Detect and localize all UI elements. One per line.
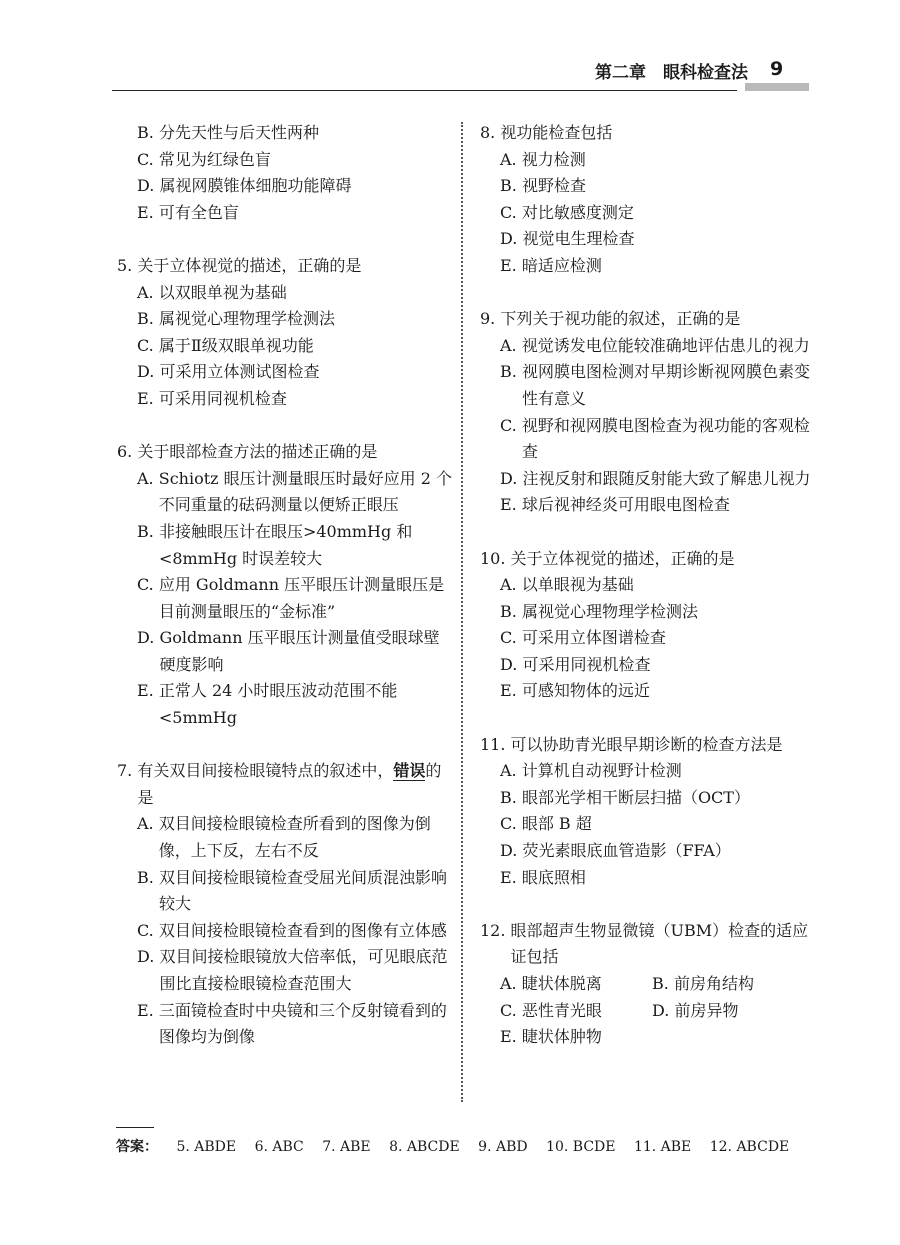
- question-stem: [480, 120, 815, 147]
- option-label: B.: [500, 362, 522, 382]
- question-stem: [480, 918, 815, 971]
- option: [480, 253, 815, 280]
- question-text: 关于立体视觉的描述，正确的是: [137, 255, 362, 275]
- stem-before: 有关双目间接检眼镜特点的叙述中，: [137, 761, 394, 781]
- option: [117, 306, 452, 333]
- option-text: 睫状体肿物: [521, 1027, 602, 1047]
- question-number: 8.: [480, 123, 501, 142]
- option-label: E.: [137, 681, 159, 701]
- option-label: C.: [500, 202, 522, 222]
- question-7: [117, 758, 452, 1051]
- option-label: C.: [500, 628, 522, 648]
- option-label: C.: [137, 335, 159, 355]
- option-label: C.: [500, 814, 522, 834]
- option-text: 应用 Goldmann 压平眼压计测量眼压是目前测量眼压的“金标准”: [158, 575, 445, 621]
- question-number: 12.: [480, 920, 511, 940]
- option-text: 可有全色盲: [158, 202, 239, 222]
- option-text: 对比敏感度测定: [521, 202, 634, 222]
- page-number: 9: [770, 58, 784, 80]
- option-label: E.: [137, 388, 159, 408]
- question-number: 9.: [480, 309, 501, 329]
- option: [480, 226, 815, 253]
- question-text: 关于立体视觉的描述，正确的是: [510, 548, 735, 568]
- question-number: 10.: [480, 548, 511, 568]
- option: [480, 413, 815, 466]
- option-text: 球后视神经炎可用眼电图检查: [521, 495, 730, 515]
- option-label: A.: [500, 149, 522, 169]
- option-text: 计算机自动视野计检测: [521, 761, 682, 781]
- option: [117, 998, 452, 1051]
- option-label: B.: [137, 521, 159, 541]
- option-label: D.: [500, 654, 523, 674]
- question-10: [480, 546, 815, 706]
- option: [117, 519, 452, 572]
- option-label: D.: [652, 1000, 675, 1020]
- question-text: 视功能检查包括: [500, 123, 613, 142]
- option-label: D.: [137, 362, 160, 382]
- option: [117, 359, 452, 386]
- answer-item: 6. ABC: [254, 1139, 304, 1155]
- option-row: [480, 971, 815, 998]
- option-text: Goldmann 压平眼压计测量值受眼球壁硬度影响: [159, 628, 440, 674]
- option-label: C.: [500, 415, 522, 435]
- option: [480, 811, 815, 838]
- option: [480, 147, 815, 174]
- option-label: D.: [500, 841, 523, 861]
- stem-emphasis: 错误: [393, 761, 426, 781]
- option-text: 双目间接检眼镜检查所看到的图像为倒像，上下反，左右不反: [158, 814, 431, 861]
- question-number: 11.: [480, 734, 511, 754]
- stem-after: 的是: [137, 761, 442, 807]
- option-label: E.: [137, 1000, 159, 1020]
- option-label: E.: [500, 681, 522, 701]
- option: [117, 865, 452, 918]
- option-row: [480, 998, 815, 1025]
- question-text: 下列关于视功能的叙述，正确的是: [500, 309, 741, 329]
- option-label: B.: [500, 601, 522, 621]
- answer-item: 11. ABE: [633, 1139, 692, 1155]
- option-text: 视力检测: [521, 149, 586, 169]
- option: [480, 200, 815, 227]
- answer-item: 7. ABE: [322, 1139, 371, 1155]
- option-text: 可采用同视机检查: [522, 654, 651, 674]
- option-text: 视觉电生理检查: [522, 229, 635, 249]
- option: [480, 599, 815, 626]
- option-label: B.: [137, 867, 159, 887]
- option-text: 属于Ⅱ级双眼单视功能: [158, 335, 314, 355]
- option: [480, 572, 815, 599]
- option: [480, 625, 815, 652]
- option: [117, 147, 452, 174]
- option: [117, 572, 452, 625]
- option-label: E.: [500, 255, 522, 275]
- option: [117, 918, 452, 945]
- question-6: [117, 439, 452, 732]
- question-text: 可以协助青光眼早期诊断的检查方法是: [510, 734, 783, 754]
- question-stem: [480, 732, 815, 759]
- option-label: D.: [500, 468, 523, 488]
- question-text: 关于眼部检查方法的描述正确的是: [137, 442, 378, 462]
- answer-key-label: 答案：: [116, 1139, 158, 1155]
- option-label: E.: [500, 867, 522, 887]
- option: [480, 333, 815, 360]
- question-stem: [117, 439, 452, 466]
- option: [117, 944, 452, 997]
- option-text: 双目间接检眼镜检查看到的图像有立体感: [158, 920, 447, 940]
- option: [480, 173, 815, 200]
- option-text: 非接触眼压计在眼压>40mmHg 和 <8mmHg 时误差较大: [158, 521, 413, 568]
- option-label: D.: [137, 176, 160, 196]
- question-9: [480, 306, 815, 519]
- answer-item: 12. ABCDE: [709, 1139, 790, 1155]
- option: [117, 120, 452, 147]
- option-label: C.: [137, 920, 159, 940]
- option-text: 视觉诱发电位能较准确地评估患儿的视力: [521, 335, 810, 355]
- option-text: 暗适应检测: [521, 255, 602, 275]
- question-5: [117, 253, 452, 413]
- question-text: [137, 758, 452, 811]
- option: [480, 865, 815, 892]
- option-label: A.: [137, 814, 159, 834]
- answer-item: 8. ABCDE: [389, 1139, 460, 1155]
- option: [652, 998, 804, 1025]
- option-text: 正常人 24 小时眼压波动范围不能 <5mmHg: [158, 681, 398, 728]
- option-text: 视野检查: [521, 176, 586, 196]
- question-number: 5.: [117, 255, 138, 275]
- option-text: 可感知物体的远近: [521, 681, 650, 701]
- answer-item: 5. ABDE: [176, 1139, 237, 1155]
- option: [480, 678, 815, 705]
- option-row: [480, 1024, 815, 1051]
- option-text: 以单眼视为基础: [521, 575, 634, 595]
- option-label: A.: [137, 468, 159, 488]
- option-label: C.: [500, 1000, 522, 1020]
- question-11: [480, 732, 815, 892]
- option-text: 注视反射和跟随反射能大致了解患儿视力: [522, 468, 811, 488]
- option: [480, 838, 815, 865]
- option-text: 眼部 B 超: [521, 814, 592, 834]
- option-label: A.: [500, 974, 522, 993]
- question-number: 7.: [117, 761, 138, 781]
- continued-question: [117, 120, 452, 226]
- option: [117, 173, 452, 200]
- chapter-title: 第二章 眼科检查法: [595, 63, 748, 83]
- answer-item: 10. BCDE: [546, 1139, 616, 1155]
- option-text: 属视觉心理物理学检测法: [158, 309, 335, 329]
- question-8: [480, 120, 815, 280]
- option: [480, 652, 815, 679]
- option: [117, 333, 452, 360]
- option-label: D.: [137, 947, 160, 967]
- option-text: 睫状体脱离: [521, 974, 602, 993]
- option-label: C.: [137, 575, 159, 595]
- question-stem: [480, 306, 815, 333]
- question-stem: [117, 758, 452, 811]
- option: [117, 200, 452, 227]
- question-12: [480, 918, 815, 1051]
- question-text: 眼部超声生物显微镜（UBM）检查的适应证包括: [510, 920, 809, 967]
- option-label: E.: [137, 202, 159, 222]
- option-label: C.: [137, 149, 159, 169]
- answer-item: 9. ABD: [478, 1139, 528, 1155]
- header-rule: [112, 90, 737, 91]
- option-label: A.: [500, 335, 522, 355]
- option: [500, 971, 652, 998]
- option-text: 眼底照相: [521, 867, 586, 887]
- option: [500, 1024, 652, 1051]
- option-label: D.: [137, 628, 160, 648]
- option-text: 视野和视网膜电图检查为视功能的客观检查: [521, 415, 810, 462]
- option-label: B.: [137, 309, 159, 329]
- option-label: B.: [137, 123, 159, 142]
- option-text: 常见为红绿色盲: [158, 149, 271, 169]
- option-text: 双目间接检眼镜放大倍率低，可见眼底范围比直接检眼镜检查范围大: [159, 947, 448, 993]
- option-text: 前房角结构: [673, 974, 754, 993]
- question-stem: [480, 546, 815, 573]
- option-text: 以双眼单视为基础: [158, 282, 287, 302]
- left-column: [117, 120, 452, 1077]
- option: [480, 359, 815, 412]
- option-text: 视网膜电图检测对早期诊断视网膜色素变性有意义: [521, 362, 810, 408]
- option-text: 前房异物: [674, 1000, 739, 1020]
- option: [480, 466, 815, 493]
- option: [480, 492, 815, 519]
- option-label: A.: [500, 761, 522, 781]
- option: [117, 678, 452, 731]
- answers-rule: [116, 1127, 154, 1128]
- option: [652, 971, 804, 998]
- option-label: E.: [500, 1027, 522, 1047]
- header-gray-bar: [745, 83, 809, 91]
- column-divider: [461, 122, 463, 1102]
- right-column: [480, 120, 815, 1077]
- option-text: 属视觉心理物理学检测法: [521, 601, 698, 621]
- option-label: D.: [500, 229, 523, 249]
- option-text: Schiotz 眼压计测量眼压时最好应用 2 个不同重量的砝码测量以便矫正眼压: [158, 468, 453, 515]
- option: [480, 758, 815, 785]
- option-text: 三面镜检查时中央镜和三个反射镜看到的图像均为倒像: [158, 1000, 447, 1047]
- option-label: E.: [500, 495, 522, 515]
- option-label: B.: [500, 787, 522, 807]
- option-text: 眼部光学相干断层扫描（OCT）: [521, 787, 750, 807]
- option-text: 属视网膜锥体细胞功能障碍: [159, 176, 352, 196]
- option-text: 恶性青光眼: [521, 1000, 602, 1020]
- option-text: 可采用立体测试图检查: [159, 362, 320, 382]
- option-text: 可采用同视机检查: [158, 388, 287, 408]
- option: [117, 386, 452, 413]
- question-number: 6.: [117, 442, 138, 462]
- option-text: 荧光素眼底血管造影（FFA）: [522, 841, 731, 861]
- option-text: 分先天性与后天性两种: [158, 123, 319, 142]
- answer-key: [116, 1136, 803, 1156]
- option-text: 双目间接检眼镜检查受屈光间质混浊影响较大: [158, 867, 447, 914]
- option: [500, 998, 652, 1025]
- option: [480, 785, 815, 812]
- question-stem: [117, 253, 452, 280]
- option-label: B.: [500, 176, 522, 196]
- option: [117, 466, 452, 519]
- option: [117, 811, 452, 864]
- option: [117, 625, 452, 678]
- option-text: 可采用立体图谱检查: [521, 628, 666, 648]
- option-label: A.: [500, 575, 522, 595]
- option-label: B.: [652, 974, 674, 993]
- option: [117, 280, 452, 307]
- option-label: A.: [137, 282, 159, 302]
